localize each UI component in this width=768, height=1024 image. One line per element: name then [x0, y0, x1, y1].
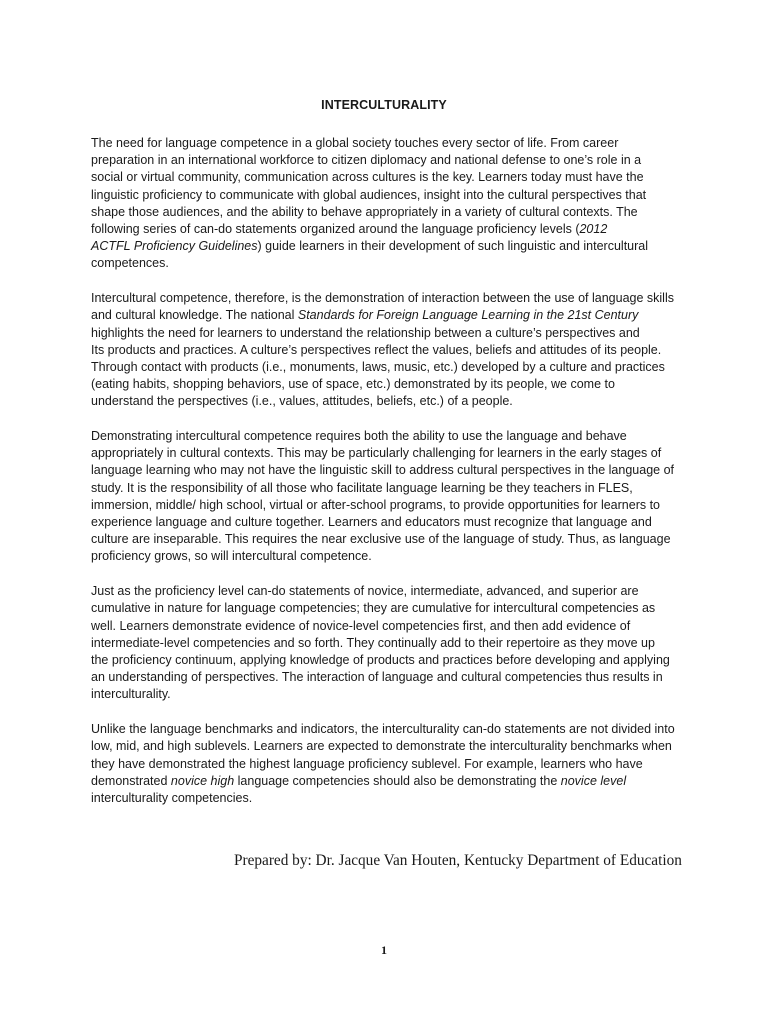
text-segment: intermediate-level competencies and so forth. They continually add to their repertoire as they move up	[91, 635, 655, 650]
paragraph-line	[91, 462, 681, 479]
paragraph-line	[91, 686, 681, 703]
text-segment: Through contact with products (i.e., monuments, laws, music, etc.) developed by a culture and practices	[91, 359, 665, 374]
text-segment: interculturality.	[91, 687, 171, 702]
text-segment: Demonstrating intercultural competence requires both the ability to use the language and behave	[91, 429, 627, 444]
text-segment: well. Learners demonstrate evidence of novice-level competencies first, and then add evidence of	[91, 618, 631, 633]
paragraph-line	[91, 600, 681, 617]
paragraph-line	[91, 152, 681, 169]
text-segment: shape those audiences, and the ability to behave appropriately in a variety of cultural contexts. The	[91, 204, 638, 219]
italic-text: 2012	[579, 222, 608, 237]
text-segment: immersion, middle/ high school, virtual or after-school programs, to provide opportunities for learners to	[91, 497, 661, 512]
paragraph-line	[91, 187, 681, 204]
text-segment: social or virtual community, communication across cultures is the key. Learners today must have the	[91, 170, 644, 185]
text-segment: proficiency grows, so will intercultural competence.	[91, 549, 372, 564]
paragraph-line	[91, 635, 681, 652]
text-segment: and cultural knowledge. The national	[91, 308, 298, 323]
text-segment: Intercultural competence, therefore, is the demonstration of interaction between the use of language skills	[91, 291, 674, 306]
italic-text: novice high	[170, 773, 235, 788]
prepared-by-credit: Prepared by: Dr. Jacque Van Houten, Kentucky Department of Education	[234, 852, 682, 869]
paragraph-line	[91, 135, 681, 152]
text-segment: the proficiency continuum, applying knowledge of products and practices before developing and applying	[91, 652, 670, 667]
text-segment: linguistic proficiency to communicate with global audiences, insight into the cultural perspectives that	[91, 187, 647, 202]
paragraph-line	[91, 204, 681, 221]
paragraph-line	[91, 531, 681, 548]
paragraph-line	[91, 238, 681, 255]
text-segment: interculturality competencies.	[91, 790, 253, 805]
text-segment: Unlike the language benchmarks and indicators, the interculturality can-do statements are not divided into	[91, 722, 675, 737]
text-segment: language learning who may not have the linguistic skill to address cultural perspectives in the language of	[91, 463, 674, 478]
text-segment: following series of can-do statements organized around the language proficiency levels (	[91, 222, 580, 237]
text-segment: low, mid, and high sublevels. Learners are expected to demonstrate the interculturality benchmarks when	[91, 739, 672, 754]
paragraph-line	[91, 618, 681, 635]
text-segment: appropriately in cultural contexts. This may be particularly challenging for learners in the early stages of	[91, 446, 662, 461]
paragraph-line	[91, 773, 681, 790]
paragraph-line	[91, 445, 681, 462]
paragraph	[91, 583, 681, 703]
paragraph-line	[91, 169, 681, 186]
paragraph	[91, 428, 681, 566]
paragraph-line	[91, 669, 681, 686]
text-segment: Its products and practices. A culture’s perspectives reflect the values, beliefs and attitudes of its people.	[91, 342, 662, 357]
paragraph-line	[91, 548, 681, 565]
paragraph-line	[91, 756, 681, 773]
paragraph-line	[91, 393, 681, 410]
paragraph-line	[91, 428, 681, 445]
text-segment: demonstrated	[91, 773, 171, 788]
text-segment: cumulative in nature for language competencies; they are cumulative for intercultural competencies as	[91, 601, 656, 616]
text-segment: an understanding of perspectives. The interaction of language and cultural competencies thus results in	[91, 670, 663, 685]
paragraph-line	[91, 255, 681, 272]
paragraph-line	[91, 514, 681, 531]
document-body	[91, 135, 681, 825]
paragraph-line	[91, 790, 681, 807]
paragraph	[91, 135, 681, 273]
paragraph-line	[91, 583, 681, 600]
text-segment: Just as the proficiency level can-do statements of novice, intermediate, advanced, and superior are	[91, 584, 639, 599]
text-segment: (eating habits, shopping behaviors, use of space, etc.) demonstrated by its people, we come to	[91, 377, 615, 392]
text-segment: The need for language competence in a global society touches every sector of life. From career	[91, 136, 619, 150]
document-title: INTERCULTURALITY	[321, 98, 447, 112]
text-segment: study. It is the responsibility of all those who facilitate language learning be they teachers in FLES,	[91, 480, 633, 495]
italic-text: ACTFL Proficiency Guidelines	[91, 239, 258, 254]
page-number: 1	[381, 943, 387, 957]
paragraph-line	[91, 480, 681, 497]
paragraph-line	[91, 359, 681, 376]
text-segment: experience language and culture together. Learners and educators must recognize that language and	[91, 515, 652, 530]
paragraph-line	[91, 342, 681, 359]
paragraph	[91, 290, 681, 410]
paragraph-line	[91, 497, 681, 514]
paragraph-line	[91, 325, 681, 342]
paragraph-line	[91, 307, 681, 324]
text-segment: preparation in an international workforce to citizen diplomacy and national defense to one’s role in a	[91, 153, 642, 168]
text-segment: culture are inseparable. This requires the near exclusive use of the language of study. Thus, as language	[91, 532, 671, 547]
text-segment: ) guide learners in their development of such linguistic and intercultural	[257, 239, 649, 254]
paragraph-line	[91, 376, 681, 393]
italic-text: novice level	[560, 773, 627, 788]
text-segment: they have demonstrated the highest language proficiency sublevel. For example, learners who have	[91, 756, 643, 771]
paragraph	[91, 721, 681, 807]
text-segment: language competencies should also be demonstrating the	[234, 773, 561, 788]
paragraph-line	[91, 721, 681, 738]
paragraph-line	[91, 738, 681, 755]
text-segment: understand the perspectives (i.e., values, attitudes, beliefs, etc.) of a people.	[91, 394, 513, 409]
text-segment: competences.	[91, 256, 169, 271]
paragraph-line	[91, 221, 681, 238]
paragraph-line	[91, 652, 681, 669]
text-segment: highlights the need for learners to understand the relationship between a culture’s perspectives and	[91, 325, 640, 340]
italic-text: Standards for Foreign Language Learning in the 21st Century	[297, 308, 639, 323]
paragraph-line	[91, 290, 681, 307]
